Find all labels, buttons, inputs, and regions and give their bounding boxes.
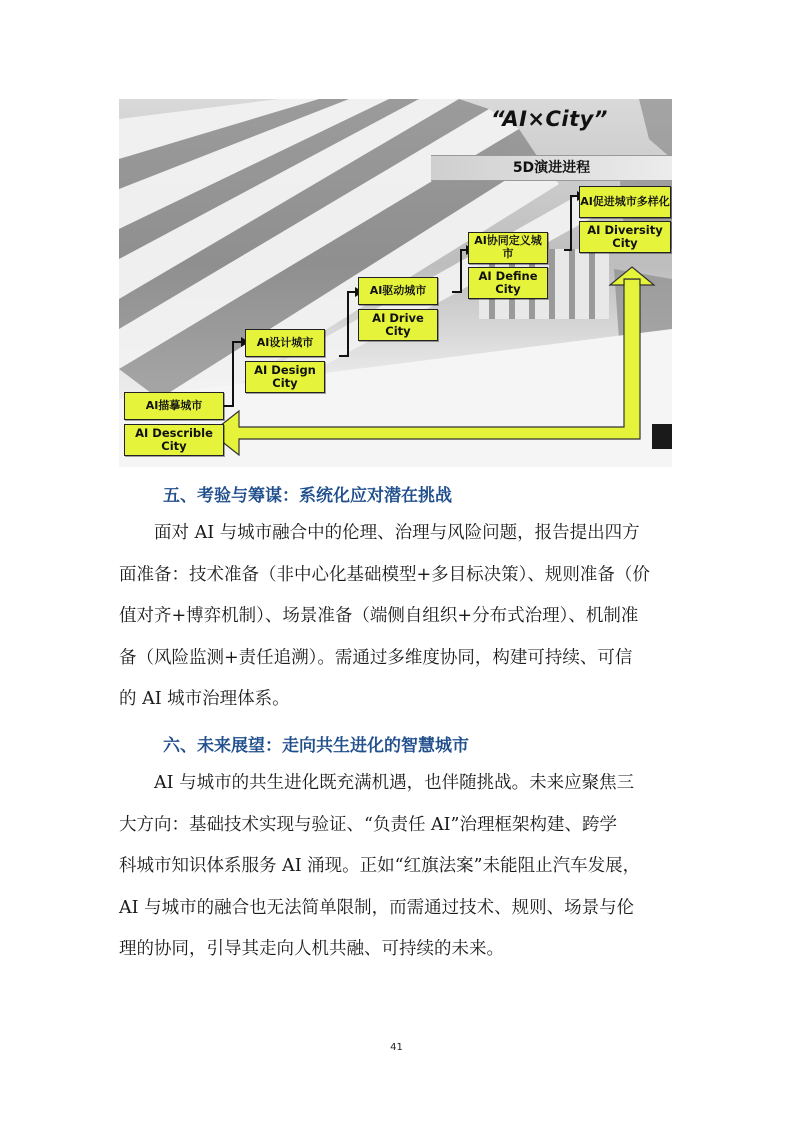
section5-line: 备（风险监测+责任追溯）。需通过多维度协同，构建可持续、可信: [119, 647, 633, 668]
section5-line: 面准备：技术准备（非中心化基础模型+多目标决策）、规则准备（价: [119, 564, 650, 585]
section6-line: AI 与城市的融合也无法简单限制，而需通过技术、规则、场景与伦: [119, 897, 635, 918]
step-3-en: AI Drive City: [358, 309, 438, 341]
step-5-cn: AI促进城市多样化: [579, 186, 671, 218]
section5-line: 的 AI 城市治理体系。: [119, 689, 290, 709]
step-2-en: AI Design City: [245, 361, 325, 393]
section6-line: AI 与城市的共生进化既充满机遇，也伴随挑战。未来应聚焦三: [154, 773, 635, 793]
section5-heading: 五、考验与筹谋：系统化应对潜在挑战: [163, 486, 452, 506]
step-5-en: AI Diversity City: [579, 221, 671, 253]
section5-line: 面对 AI 与城市融合中的伦理、治理与风险问题，报告提出四方: [154, 523, 640, 543]
section5-paragraph: [119, 513, 679, 721]
section5-line: 值对齐+博弈机制）、场景准备（端侧自组织+分布式治理）、机制准: [119, 606, 639, 626]
section6-line: 理的协同，引导其走向人机共融、可持续的未来。: [119, 939, 504, 959]
step-3-cn: AI驱动城市: [358, 277, 438, 305]
section6-line: 大方向：基础技术实现与验证、“负责任 AI”治理框架构建、跨学: [119, 814, 618, 835]
ai-city-figure: [119, 99, 672, 467]
step-4-en: AI Define City: [468, 267, 548, 299]
figure-banner: 5D演进进程: [431, 155, 672, 181]
section6-paragraph: [119, 763, 679, 971]
section6-heading: 六、未来展望：走向共生进化的智慧城市: [163, 736, 469, 756]
step-1-en: AI Describle City: [124, 424, 224, 456]
figure-title: “AI×City”: [491, 107, 608, 131]
step-4-cn: AI协同定义城市: [468, 232, 548, 264]
step-1-cn: AI描摹城市: [124, 392, 224, 420]
step-2-cn: AI设计城市: [245, 329, 325, 357]
page-number: 41: [390, 1042, 403, 1053]
section6-line: 科城市知识体系服务 AI 涌现。正如“红旗法案”未能阻止汽车发展，: [119, 856, 641, 876]
